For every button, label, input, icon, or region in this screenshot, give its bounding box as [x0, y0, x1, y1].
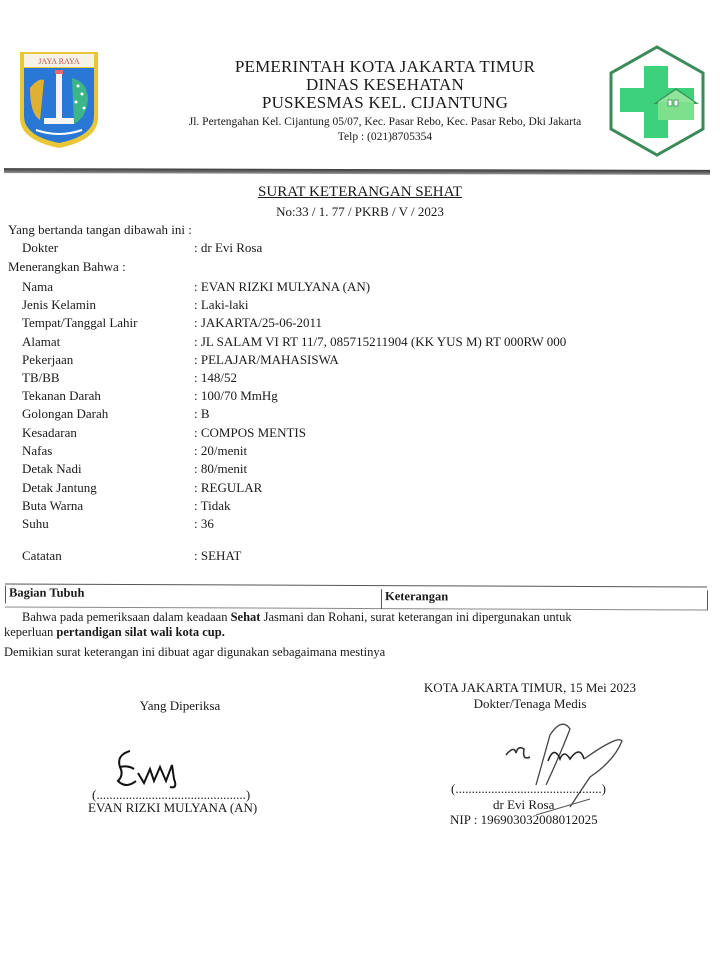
examinee-name: EVAN RIZKI MULYANA (AN): [88, 800, 258, 815]
doctor-role: Dokter/Tenaga Medis: [473, 696, 587, 711]
statement-text-3: keperluan: [4, 625, 57, 639]
jakarta-coat-of-arms-icon: [16, 48, 102, 150]
field-label-ttl: Tempat/Tanggal Lahir: [22, 315, 138, 330]
puskesmas-logo-icon: [606, 44, 708, 158]
field-value-pekerjaan: : PELAJAR/MAHASISWA: [194, 352, 339, 367]
letterhead-government: PEMERINTAH KOTA JAKARTA TIMUR: [234, 57, 536, 76]
doctor-value: : dr Evi Rosa: [194, 240, 263, 255]
notes-value: : SEHAT: [194, 548, 242, 563]
examinee-heading: Yang Diperiksa: [139, 698, 221, 713]
doctor-label: Dokter: [22, 240, 59, 255]
field-value-nama: : EVAN RIZKI MULYANA (AN): [194, 279, 371, 294]
field-value-kesadaran: : COMPOS MENTIS: [194, 425, 306, 440]
field-value-tekanan-darah: : 100/70 MmHg: [194, 388, 278, 403]
field-label-suhu: Suhu: [22, 516, 49, 531]
statement-line-2: [4, 625, 225, 640]
field-value-jenis-kelamin: : Laki-laki: [194, 297, 249, 312]
table-header-bagian-tubuh: Bagian Tubuh: [5, 585, 383, 605]
document-title: SURAT KETERANGAN SEHAT: [258, 184, 462, 200]
field-label-alamat: Alamat: [22, 334, 61, 349]
field-label-buta-warna: Buta Warna: [22, 498, 84, 513]
field-value-golongan-darah: : B: [194, 406, 210, 421]
field-label-tekanan-darah: Tekanan Darah: [22, 388, 101, 403]
doctor-nip: NIP : 196903032008012025: [450, 812, 598, 827]
field-value-detak-jantung: : REGULAR: [194, 480, 263, 495]
statement-bold-sehat: Sehat: [230, 610, 261, 624]
field-label-nafas: Nafas: [22, 443, 53, 458]
examinee-signature: [112, 745, 202, 793]
logo-motto: JAYA RAYA: [38, 57, 80, 66]
letterhead-divider: [4, 168, 710, 175]
field-label-jenis-kelamin: Jenis Kelamin: [22, 297, 97, 312]
field-value-alamat: : JL SALAM VI RT 11/7, 085715211904 (KK YUS M) RT 000RW 000: [194, 334, 567, 349]
field-value-detak-nadi: : 80/menit: [194, 461, 248, 476]
field-label-nama: Nama: [22, 279, 54, 294]
letterhead-phone: Telp : (021)8705354: [337, 131, 433, 143]
closing-statement: Demikian surat keterangan ini dibuat agar digunakan sebagaimana mestinya: [4, 645, 386, 659]
field-label-kesadaran: Kesadaran: [22, 425, 77, 440]
letterhead-clinic: PUSKESMAS KEL. CIJANTUNG: [261, 93, 509, 112]
field-label-detak-jantung: Detak Jantung: [22, 480, 97, 495]
explains-text: Menerangkan Bahwa :: [8, 259, 126, 274]
examinee-signature-line: (..............................................): [92, 787, 251, 802]
letterhead-department: DINAS KESEHATAN: [306, 75, 464, 94]
document-title-wrap: [0, 184, 720, 201]
statement-line-1: [22, 610, 572, 625]
statement-bold-purpose: pertandigan silat wali kota cup.: [56, 625, 225, 639]
doctor-signature-line: (.............................................): [451, 781, 606, 796]
body-parts-table: [5, 583, 707, 610]
table-header-keterangan: Keterangan: [381, 589, 708, 610]
field-value-buta-warna: : Tidak: [194, 498, 231, 513]
place-date: KOTA JAKARTA TIMUR, 15 Mei 2023: [423, 680, 637, 695]
field-label-golongan-darah: Golongan Darah: [22, 406, 109, 421]
document-number: No:33 / 1. 77 / PKRB / V / 2023: [276, 204, 444, 219]
statement-text-1: Bahwa pada pemeriksaan dalam keadaan: [22, 610, 231, 624]
field-label-tb-bb: TB/BB: [22, 370, 60, 385]
field-value-ttl: : JAKARTA/25-06-2011: [194, 315, 323, 330]
intro-text: Yang bertanda tangan dibawah ini :: [8, 222, 192, 237]
field-label-detak-nadi: Detak Nadi: [22, 461, 82, 476]
notes-label: Catatan: [22, 548, 62, 563]
statement-text-2: Jasmani dan Rohani, surat keterangan ini dipergunakan untuk: [260, 610, 572, 624]
field-label-pekerjaan: Pekerjaan: [22, 352, 74, 367]
letterhead-address: Jl. Pertengahan Kel. Cijantung 05/07, Kec. Pasar Rebo, Kec. Pasar Rebo, Dki Jakarta: [188, 116, 582, 128]
doctor-name: dr Evi Rosa: [493, 797, 555, 812]
field-value-suhu: : 36: [194, 516, 214, 531]
field-value-nafas: : 20/menit: [194, 443, 248, 458]
field-value-tb-bb: : 148/52: [194, 370, 237, 385]
